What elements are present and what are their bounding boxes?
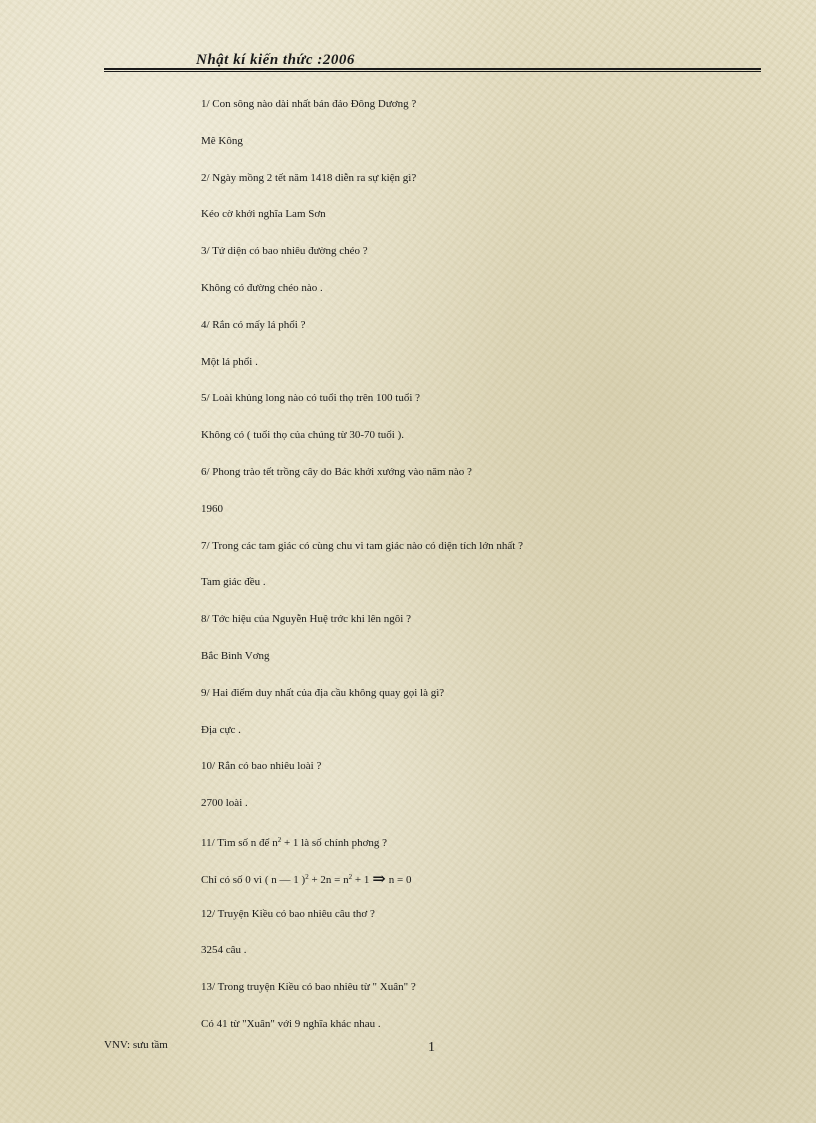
question-7: 7/ Trong các tam giác có cùng chu vi tam giác nào có diện tích lớn nhất ? <box>201 539 523 552</box>
answer-11-exponent-1: 2 <box>305 872 309 881</box>
question-11-text-end: + 1 là số chính phơng ? <box>281 836 388 849</box>
header-divider <box>104 68 761 72</box>
question-10: 10/ Rắn có bao nhiêu loài ? <box>201 760 322 773</box>
question-13: 13/ Trong truyện Kiều có bao nhiêu từ " Xuân" ? <box>201 981 416 994</box>
question-4: 4/ Rắn có mấy lá phổi ? <box>201 318 306 331</box>
answer-2: Kéo cờ khởi nghĩa Lam Sơn <box>201 208 326 221</box>
answer-11 <box>201 869 741 906</box>
question-1: 1/ Con sông nào dài nhất bán đảo Đông Dương ? <box>201 98 417 110</box>
implies-arrow-icon: ⇒ <box>372 870 386 888</box>
question-2: 2/ Ngày mồng 2 tết năm 1418 diễn ra sự kiện gì? <box>201 171 417 184</box>
answer-5: Không có ( tuổi thọ của chúng từ 30-70 tuổi ). <box>201 429 405 442</box>
answer-10: 2700 loài . <box>201 797 248 810</box>
footer-source-credit: VNV: sưu tầm <box>104 1039 168 1051</box>
answer-7: Tam giác đều . <box>201 576 266 589</box>
question-11 <box>201 832 741 869</box>
answer-11-result: n = 0 <box>388 873 412 886</box>
question-12: 12/ Truyện Kiều có bao nhiêu câu thơ ? <box>201 907 375 920</box>
question-8: 8/ Tớc hiệu của Nguyễn Huệ trớc khi lên ngôi ? <box>201 613 411 626</box>
answer-9: Địa cực . <box>201 723 241 736</box>
answer-3: Không có đường chéo nào . <box>201 281 323 294</box>
answer-6: 1960 <box>201 502 223 515</box>
question-5: 5/ Loài khủng long nào có tuổi thọ trên 100 tuổi ? <box>201 392 421 405</box>
question-6: 6/ Phong trào tết trồng cây do Bác khởi xướng vào năm nào ? <box>201 465 472 478</box>
answer-11-text-mid: + 2n = n <box>308 873 349 886</box>
answer-11-text-start: Chỉ có số 0 vì ( n — 1 ) <box>201 873 306 886</box>
answer-11-text-after: + 1 <box>352 873 370 886</box>
answer-1: Mê Kông <box>201 134 243 147</box>
question-3: 3/ Tứ diện có bao nhiêu đường chéo ? <box>201 245 368 258</box>
answer-8: Bắc Bình Vơng <box>201 649 270 662</box>
answer-4: Một lá phổi . <box>201 355 258 368</box>
answer-13: Có 41 từ "Xuân" với 9 nghĩa khác nhau . <box>201 1017 381 1030</box>
qa-content <box>201 96 741 1053</box>
question-11-text-start: 11/ Tìm số n để n <box>201 836 278 849</box>
question-9: 9/ Hai điểm duy nhất của địa cầu không quay gọi là gì? <box>201 686 445 699</box>
page-number: 1 <box>428 1040 435 1055</box>
question-11-exponent: 2 <box>277 835 282 844</box>
document-header-title: Nhật kí kiến thức :2006 <box>196 52 355 68</box>
answer-12: 3254 câu . <box>201 944 247 957</box>
answer-11-exponent-2: 2 <box>348 872 353 881</box>
